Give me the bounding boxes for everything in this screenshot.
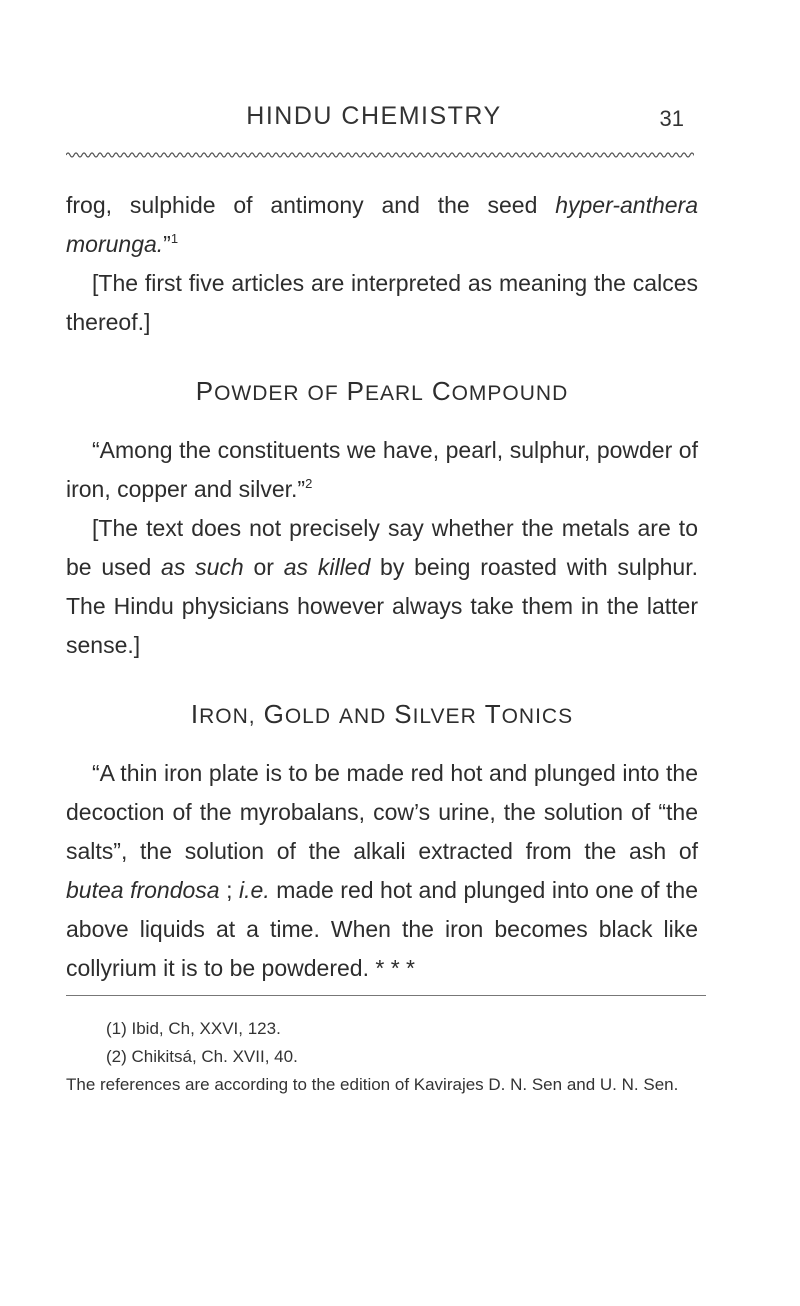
footnote-1: (1) Ibid, Ch, XXVI, 123. [106,1019,281,1038]
paragraph-1: frog, sulphide of antimony and the seed hyper-anthera morunga.”$^1$ [66,192,698,257]
paragraph-3: “Among the constituents we have, pearl, sulphur, powder of iron, copper and silver.”$^2$ [66,437,698,502]
footnotes [66,1015,708,1099]
italic-term: as such [161,554,244,580]
page-body [66,186,698,988]
footnote-2: (2) Chikitsá, Ch. XVII, 40. [106,1047,298,1066]
italic-term: i.e. [239,877,270,903]
section-heading-tonics: IRON, GOLD AND SILVER TONICS [190,699,574,729]
paragraph-2: [The first five articles are interpreted as meaning the calces thereof.] [66,270,698,335]
paragraph-5: “A thin iron plate is to be made red hot and plunged into the decoction of the myrobalans, cow’s urine, the solution of “the salts”, the solution of the alkali extracted from the ash of butea frondosa ; i.e. made red hot and plunged into one of the above liquids at a time. When the iron becomes black like collyrium it is to be powdered. * * * [66,760,699,981]
page-header [58,96,690,136]
paragraph-4: [The text does not precisely say whether the metals are to be used as such or as killed by being roasted with sulphur. The Hindu physicians however always take them in the latter sense.] [66,515,698,658]
running-head: HINDU CHEMISTRY [246,102,502,130]
italic-term: as killed [283,554,371,580]
page-number: 31 [659,106,684,131]
footnote-ref-2: 2 [305,476,313,491]
footnote-ref-1: 1 [170,231,179,246]
section-heading-pearl: POWDER OF PEARL COMPOUND [195,376,569,406]
footnote-separator [66,995,706,996]
italic-term: butea frondosa [66,877,220,903]
references-note: The references are according to the edition of Kavirajes D. N. Sen and U. N. Sen. [66,1075,679,1094]
italic-term: hyper-anthera morunga. [66,192,698,257]
wavy-rule [66,150,694,160]
